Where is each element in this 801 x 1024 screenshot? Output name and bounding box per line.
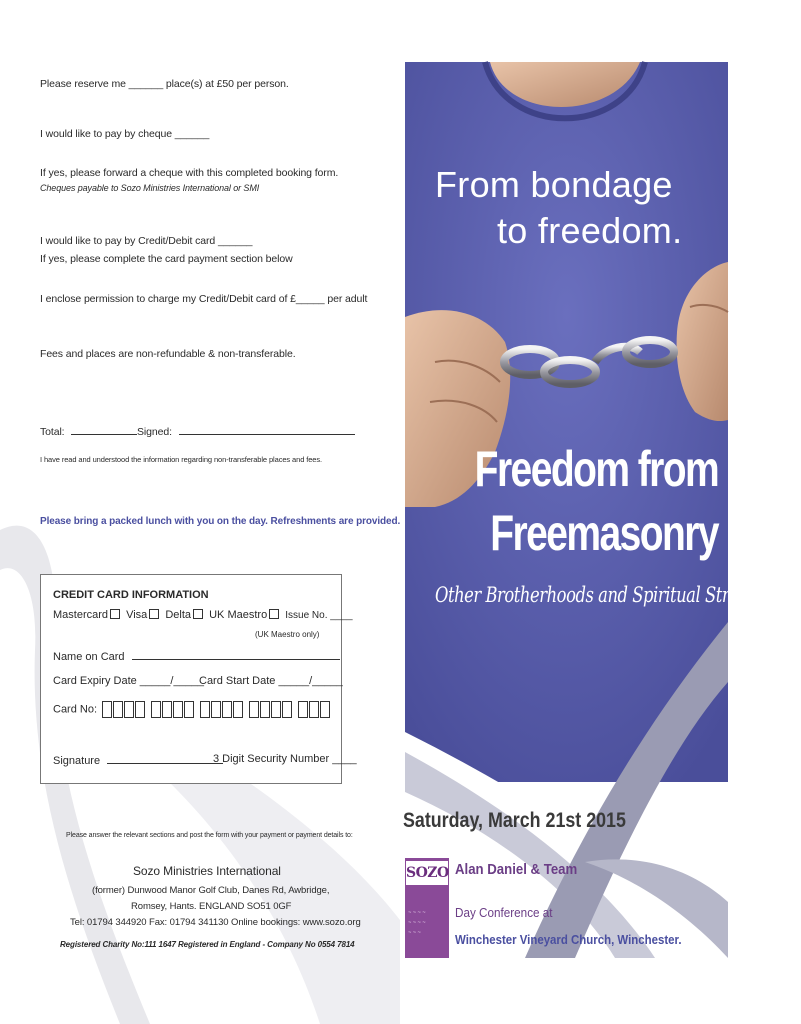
cheque-payable-note: Cheques payable to Sozo Ministries International or SMI xyxy=(40,183,260,193)
signature-field[interactable] xyxy=(53,753,223,767)
name-on-card-blank[interactable] xyxy=(132,649,340,660)
title-line-2: Freemasonry xyxy=(490,505,718,561)
visa-checkbox[interactable] xyxy=(149,609,159,619)
pay-by-card-line[interactable]: I would like to pay by Credit/Debit card ______ xyxy=(40,235,253,247)
subtitle: Other Brotherhoods and Spiritual Strongholds xyxy=(435,583,801,607)
event-date: Saturday, March 21st 2015 xyxy=(403,809,626,832)
signed-field[interactable] xyxy=(137,424,355,438)
total-blank[interactable] xyxy=(71,424,137,435)
card-option-mastercard[interactable]: Mastercard xyxy=(53,609,123,621)
card-option-delta[interactable]: Delta xyxy=(165,609,206,621)
cc-title: CREDIT CARD INFORMATION xyxy=(53,589,209,601)
name-on-card-field[interactable] xyxy=(53,649,340,663)
fees-note: Fees and places are non-refundable & non-transferable. xyxy=(40,348,296,360)
cheque-instruction: If yes, please forward a cheque with this completed booking form. xyxy=(40,167,339,179)
signature-label: Signature xyxy=(53,755,101,767)
speaker: Alan Daniel & Team xyxy=(455,861,578,878)
signed-blank[interactable] xyxy=(179,424,355,435)
tagline-line-2: to freedom. xyxy=(497,210,683,251)
credit-card-section xyxy=(40,574,357,784)
total-field[interactable] xyxy=(40,424,137,438)
sozo-logo xyxy=(405,858,449,958)
delta-checkbox[interactable] xyxy=(193,609,203,619)
maestro-checkbox[interactable] xyxy=(269,609,279,619)
card-number-field[interactable] xyxy=(53,701,336,718)
address-line-2: Romsey, Hants. ENGLAND SO51 0GF xyxy=(131,901,292,912)
charge-permission-line[interactable]: I enclose permission to charge my Credit/Debit card of £_____ per adult xyxy=(40,293,368,305)
charity-registration: Registered Charity No:111 1647 Registered in England - Company No 0554 7814 xyxy=(60,940,355,949)
pay-by-cheque-line[interactable]: I would like to pay by cheque ______ xyxy=(40,128,210,140)
cover-swoosh-graphic xyxy=(405,622,728,958)
issue-number-field[interactable]: Issue No. ____ xyxy=(285,610,353,621)
address-line-1: (former) Dunwood Manor Golf Club, Danes Rd, Awbridge, xyxy=(92,885,330,896)
title-line-1: Freedom from xyxy=(474,441,718,497)
card-option-visa[interactable]: Visa xyxy=(126,609,162,621)
postal-instruction: Please answer the relevant sections and post the form with your payment or payment details to: xyxy=(66,832,353,839)
reserve-places-line[interactable]: Please reserve me ______ place(s) at £50 per person. xyxy=(40,78,289,90)
tagline-line-1: From bondage xyxy=(435,164,673,205)
signature-blank[interactable] xyxy=(107,753,223,764)
name-on-card-label: Name on Card xyxy=(53,651,125,663)
security-number-field[interactable]: 3 Digit Security Number ____ xyxy=(213,753,357,765)
logo-tagline-graphic: ~ ~ ~ ~ ~ ~ ~ ~ ~ ~ ~ xyxy=(408,910,426,936)
mastercard-checkbox[interactable] xyxy=(110,609,120,619)
packed-lunch-note: Please bring a packed lunch with you on the day. Refreshments are provided. xyxy=(40,516,401,527)
card-option-maestro[interactable]: UK Maestro xyxy=(209,609,282,621)
org-name: Sozo Ministries International xyxy=(133,864,281,878)
card-instruction: If yes, please complete the card payment section below xyxy=(40,253,293,265)
venue: Winchester Vineyard Church, Winchester. xyxy=(455,932,682,947)
contact-line: Tel: 01794 344920 Fax: 01794 341130 Online bookings: www.sozo.org xyxy=(70,917,361,928)
total-label: Total: xyxy=(40,426,65,438)
card-type-options xyxy=(53,609,353,621)
signed-label: Signed: xyxy=(137,426,172,438)
sozo-logo-text: SOZO xyxy=(406,861,448,885)
maestro-note: (UK Maestro only) xyxy=(255,630,320,639)
understood-note: I have read and understood the information regarding non-transferable places and fees. xyxy=(40,455,323,464)
card-number-boxes[interactable] xyxy=(102,703,336,715)
start-date-field[interactable]: Card Start Date _____/_____ xyxy=(199,675,343,687)
expiry-date-field[interactable]: Card Expiry Date _____/_____ xyxy=(53,675,205,687)
card-number-label: Card No: xyxy=(53,703,98,716)
event-type: Day Conference at xyxy=(455,905,553,920)
